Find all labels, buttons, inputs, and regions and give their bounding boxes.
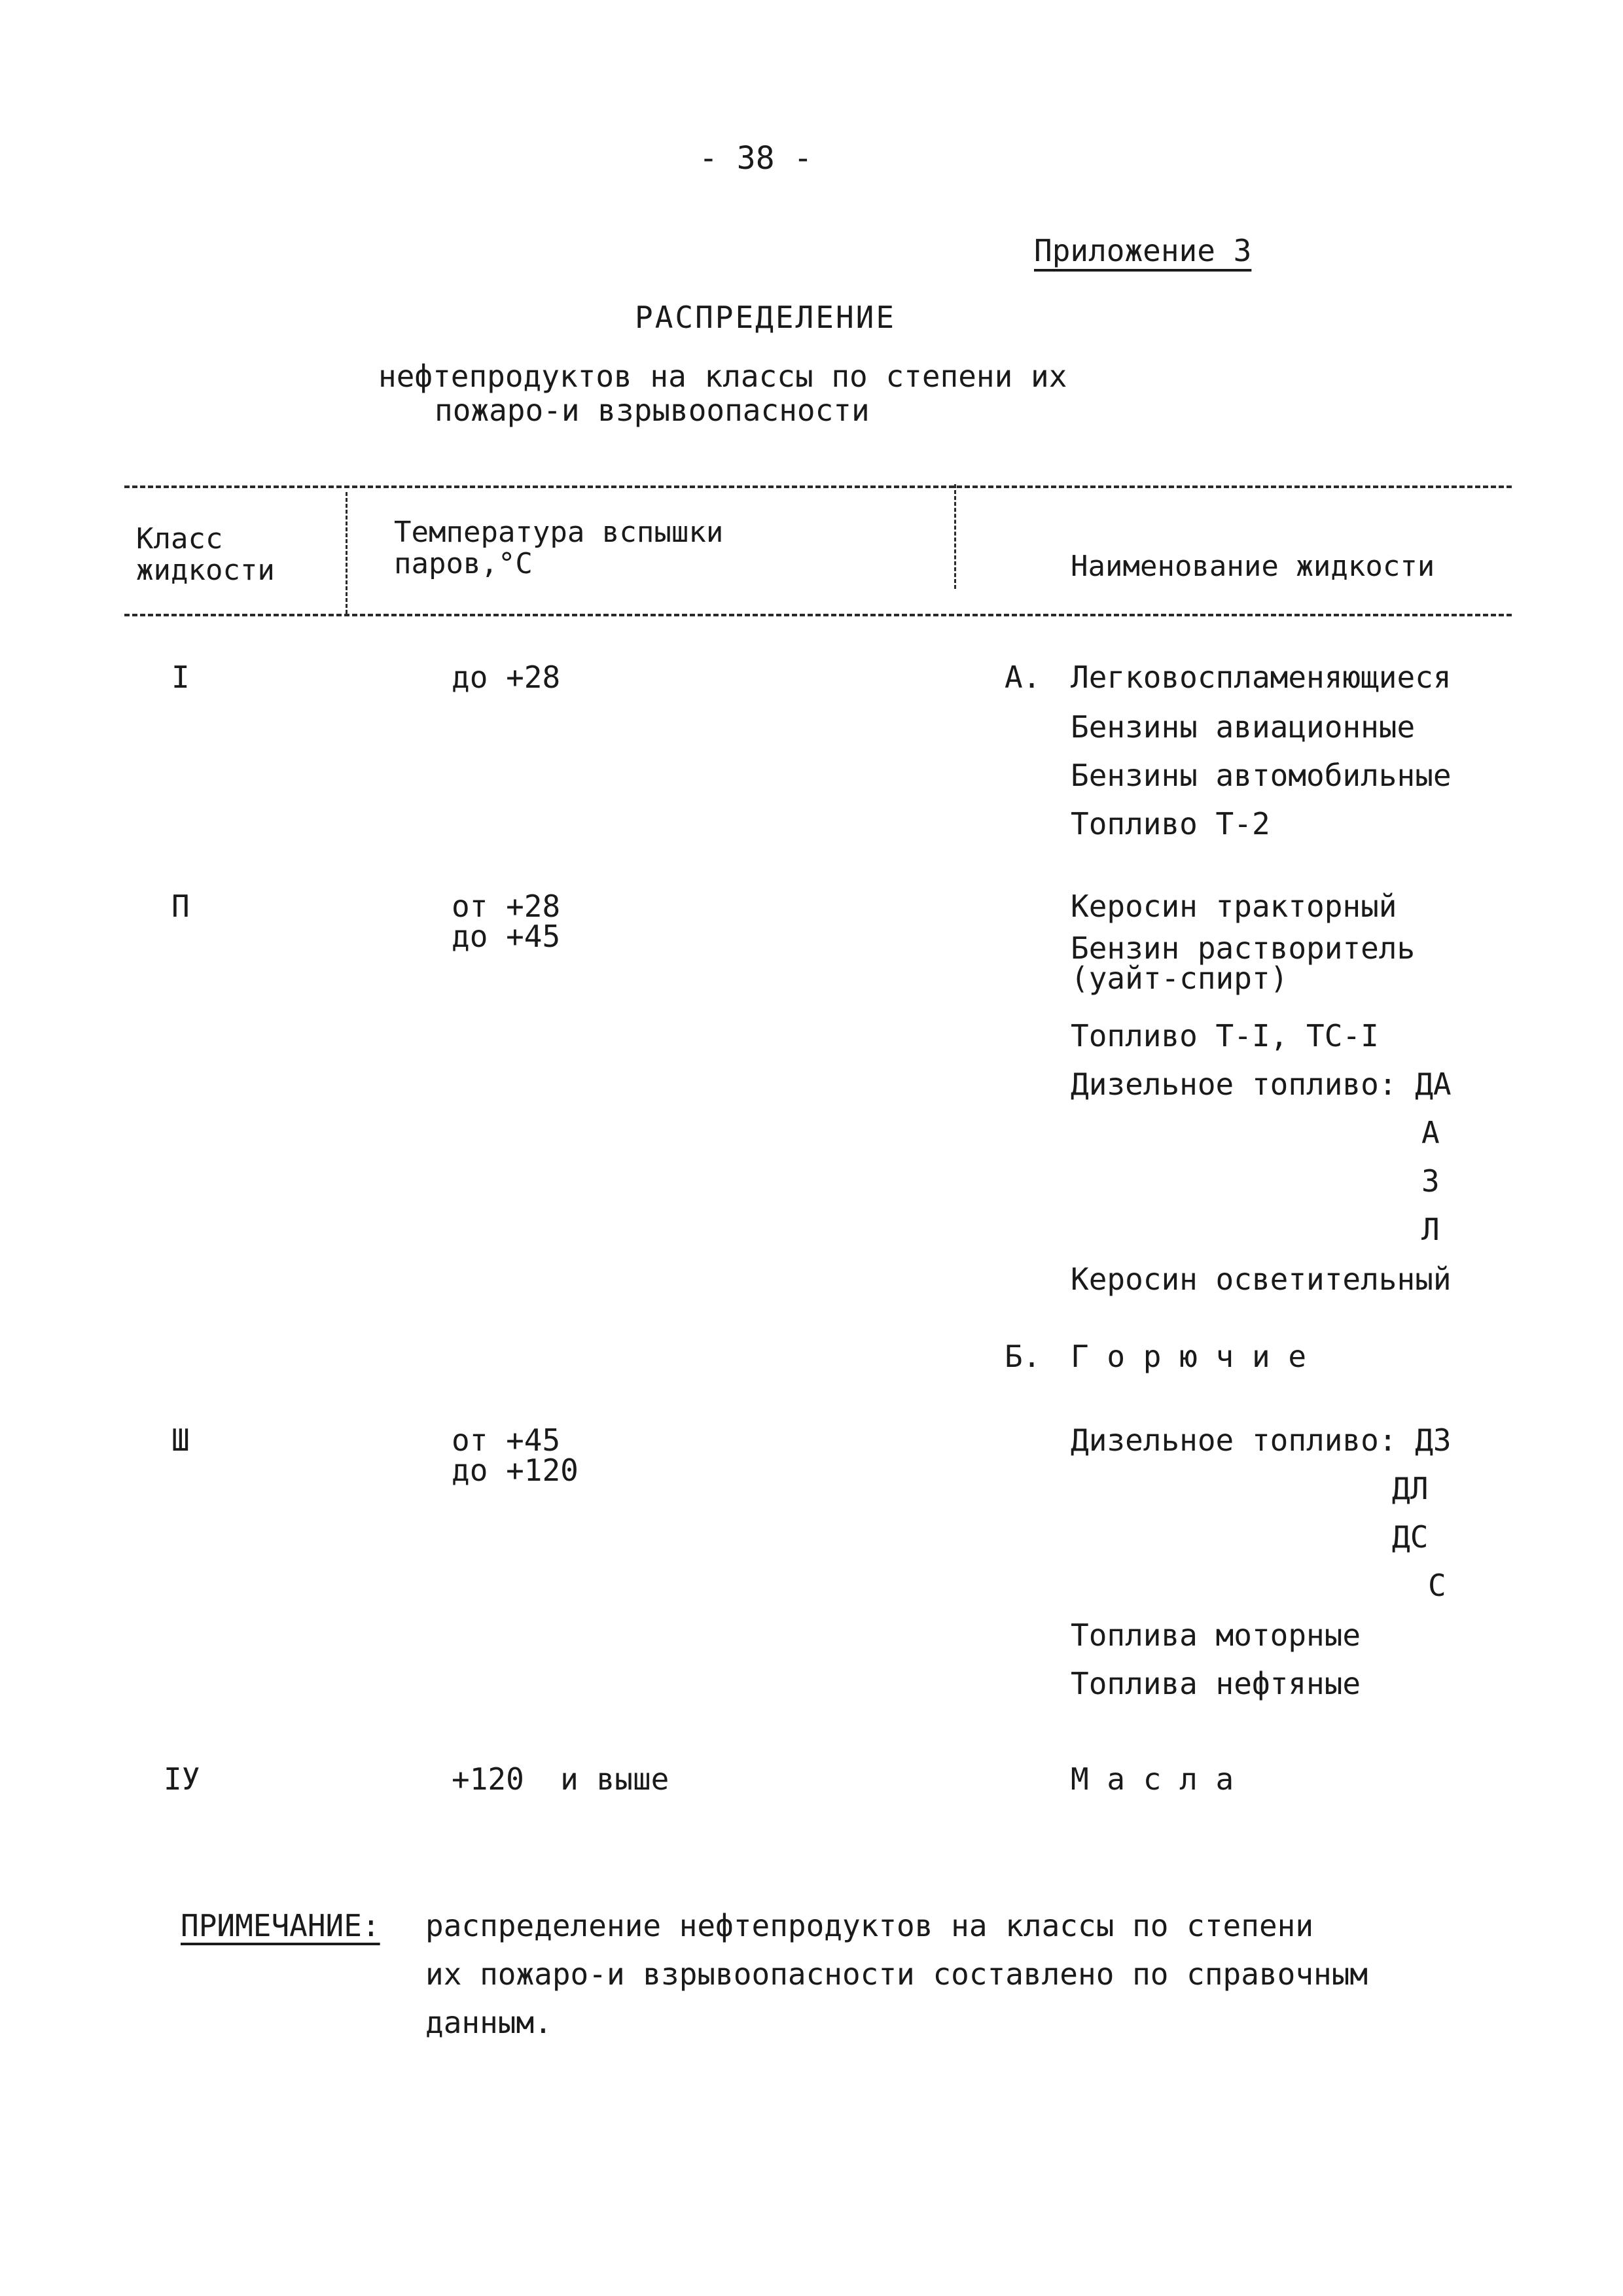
row-class-1: I bbox=[171, 660, 190, 695]
subtitle-line-2: пожаро-и взрывоопасности bbox=[435, 393, 870, 428]
name-item: Топлива моторные bbox=[1071, 1617, 1361, 1653]
row-temperature-4: +120 и выше bbox=[452, 1761, 669, 1797]
column-divider-2 bbox=[954, 484, 956, 589]
note-text-line-2: их пожаро-и взрывоопасности составлено по справочным bbox=[425, 1956, 1368, 1992]
name-item: Бензин растворитель (уайт-спирт) bbox=[1071, 930, 1416, 996]
name-item: Топлива нефтяные bbox=[1071, 1666, 1361, 1701]
page-number: - 38 - bbox=[699, 140, 813, 177]
group-label-b: Г о р ю ч и е bbox=[1071, 1339, 1307, 1374]
name-item: Керосин осветительный bbox=[1071, 1262, 1452, 1297]
row-class-2: П bbox=[171, 889, 190, 924]
diesel-grade: ДС bbox=[1392, 1519, 1429, 1555]
diesel-grade: С bbox=[1428, 1568, 1446, 1603]
header-name: Наименование жидкости bbox=[1071, 550, 1435, 583]
name-item: Керосин тракторный bbox=[1071, 889, 1397, 924]
subtitle-line-1: нефтепродуктов на классы по степени их bbox=[378, 359, 1067, 394]
header-temperature: Температура вспышки паров,°С bbox=[394, 516, 724, 581]
name-item: М а с л а bbox=[1071, 1761, 1234, 1797]
column-divider-1 bbox=[346, 492, 348, 614]
name-item: Бензины автомобильные bbox=[1071, 758, 1452, 793]
group-marker-a: А. bbox=[1005, 660, 1041, 695]
appendix-label: Приложение 3 bbox=[1034, 233, 1252, 268]
note-text-line-1: распределение нефтепродуктов на классы по степени bbox=[425, 1908, 1314, 1943]
name-item: Топливо Т-2 bbox=[1071, 806, 1270, 841]
diesel-grade: А bbox=[1421, 1115, 1440, 1150]
row-temperature-1: до +28 bbox=[452, 660, 561, 695]
note-text-line-3: данным. bbox=[425, 2005, 552, 2040]
diesel-grade: Л bbox=[1421, 1212, 1440, 1247]
name-item: Дизельное топливо: ДЗ bbox=[1071, 1422, 1452, 1458]
name-item: Дизельное топливо: ДА bbox=[1071, 1067, 1452, 1102]
row-temperature-2: от +28 до +45 bbox=[452, 889, 561, 954]
group-label-a: Легковоспламеняющиеся bbox=[1071, 660, 1452, 695]
row-temperature-3: от +45 до +120 bbox=[452, 1422, 579, 1488]
row-class-4: IУ bbox=[164, 1761, 200, 1797]
group-marker-b: Б. bbox=[1005, 1339, 1041, 1374]
header-class: Класс жидкости bbox=[136, 522, 275, 588]
diesel-grade: З bbox=[1421, 1163, 1440, 1199]
table-top-rule bbox=[124, 486, 1512, 488]
diesel-grade: ДЛ bbox=[1392, 1471, 1429, 1506]
table-header-rule bbox=[124, 614, 1512, 616]
name-item: Топливо Т-I, ТС-I bbox=[1071, 1018, 1379, 1053]
row-class-3: Ш bbox=[171, 1422, 190, 1458]
name-item: Бензины авиационные bbox=[1071, 709, 1416, 745]
document-title: РАСПРЕДЕЛЕНИЕ bbox=[635, 300, 897, 335]
note-label: ПРИМЕЧАНИЕ: bbox=[181, 1908, 380, 1943]
